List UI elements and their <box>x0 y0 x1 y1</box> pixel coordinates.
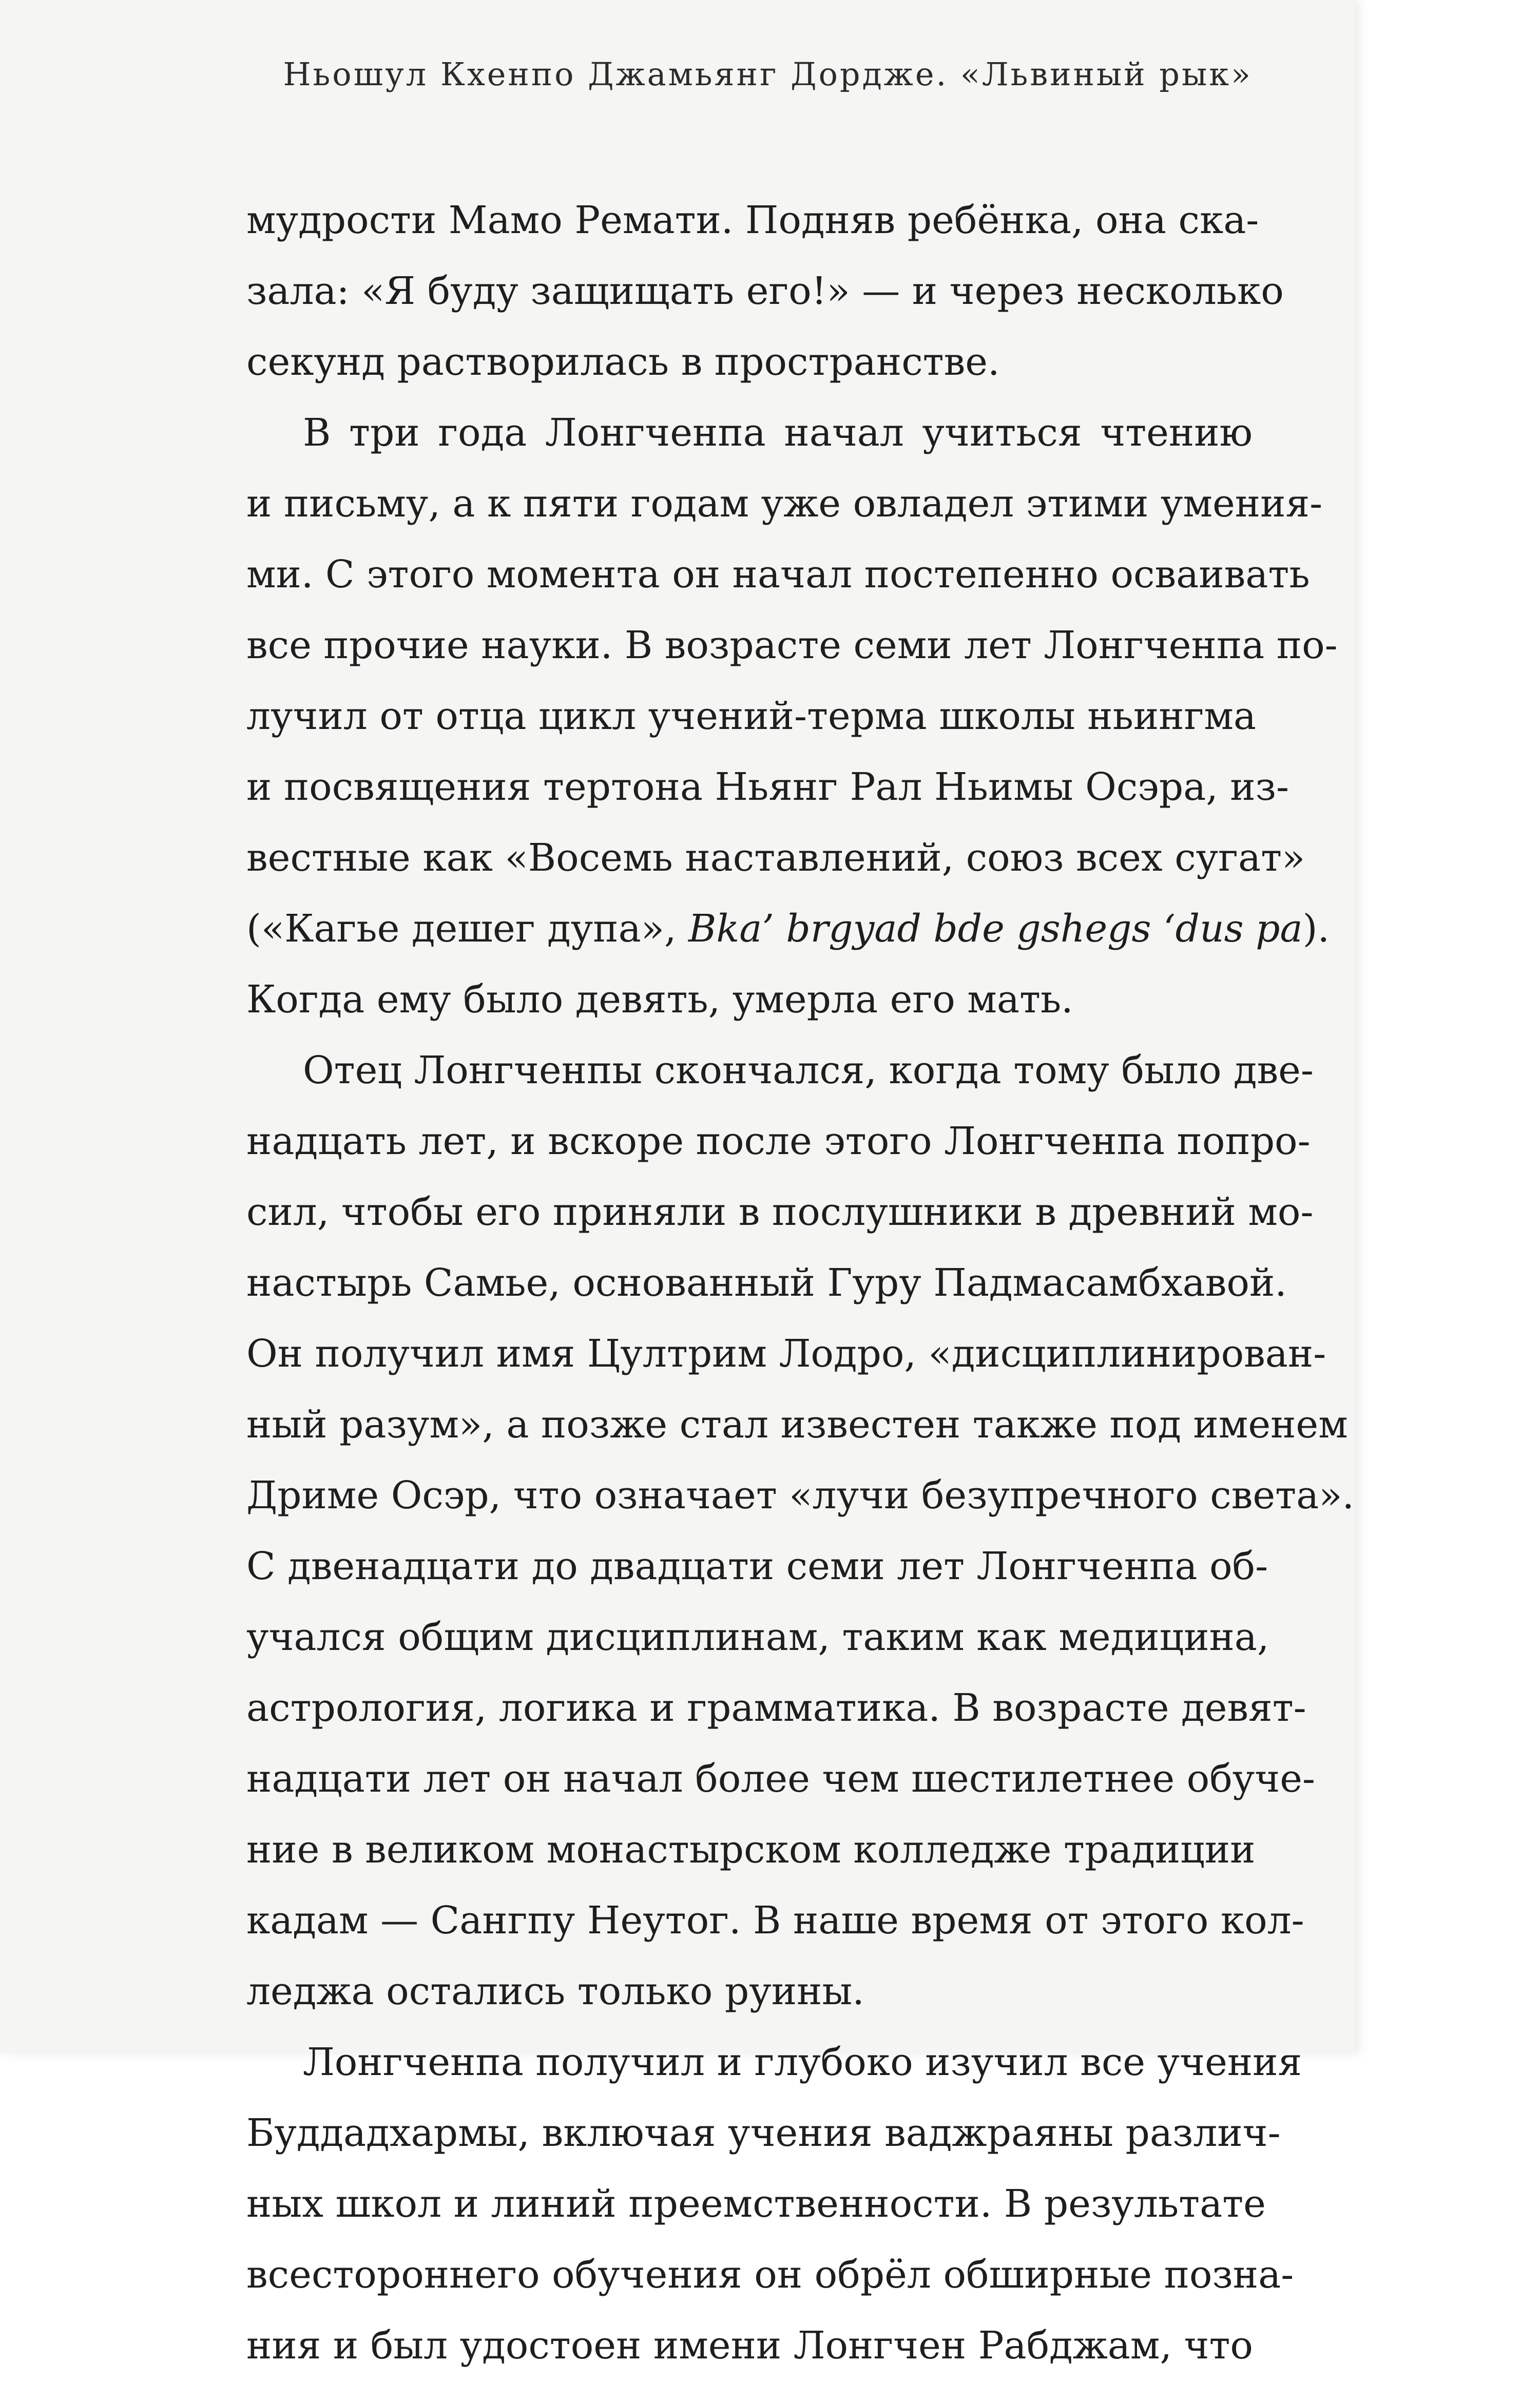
text-line: мудрости Мамо Ремати. Подняв ребёнка, она ска- <box>246 198 1259 242</box>
body-text <box>246 185 1354 2381</box>
paragraph-start-line: Лонгченпа получил и глубоко изучил все учения <box>303 2040 1302 2084</box>
text-line: зала: «Я буду защищать его!» — и через несколько <box>246 269 1284 313</box>
text-line: сил, чтобы его приняли в послушники в древний мо- <box>246 1190 1314 1234</box>
text-line: кадам — Сангпу Неутог. В наше время от этого кол- <box>246 1898 1304 1943</box>
text-line: надцати лет он начал более чем шестилетнее обуче- <box>246 1757 1316 1801</box>
italic-transliteration: Bka’ brgyad bde gshegs ‘dus pa <box>688 907 1303 951</box>
text-line: надцать лет, и вскоре после этого Лонгченпа попро- <box>246 1119 1311 1163</box>
text-line: Когда ему было девять, умерла его мать. <box>246 977 1073 1022</box>
text-line: все прочие науки. В возрасте семи лет Лонгченпа по- <box>246 623 1338 667</box>
text-line: Буддадхармы, включая учения ваджраяны различ- <box>246 2111 1281 2155</box>
paragraph-start-line: Отец Лонгченпы скончался, когда тому было две- <box>303 1048 1314 1092</box>
text-line: С двенадцати до двадцати семи лет Лонгченпа об- <box>246 1544 1268 1588</box>
text-line: Дриме Осэр, что означает «лучи безупречного света». <box>246 1473 1354 1518</box>
text-line: вестные как «Восемь наставлений, союз всех сугат» <box>246 836 1305 880</box>
text-line: настырь Самье, основанный Гуру Падмасамбхавой. <box>246 1261 1287 1305</box>
text-line: лучил от отца цикл учений-терма школы ньингма <box>246 694 1256 738</box>
text-line: Он получил имя Цултрим Лодро, «дисциплинирован- <box>246 1332 1326 1376</box>
text-line: ных школ и линий преемственности. В результате <box>246 2182 1266 2226</box>
running-header: Ньошул Кхенпо Джамьянг Дордже. «Львиный рык» <box>283 55 1253 93</box>
text-segment: («Кагье дешег дупа», <box>246 907 689 951</box>
text-line: ный разум», а позже стал известен также под именем <box>246 1403 1348 1447</box>
text-line: ния и был удостоен имени Лонгчен Рабджам, что <box>246 2324 1253 2368</box>
text-line: и письму, а к пяти годам уже овладел этими умения- <box>246 482 1323 526</box>
text-line: секунд растворилась в пространстве. <box>246 340 1000 384</box>
text-line: ние в великом монастырском колледже традиции <box>246 1828 1256 1872</box>
text-line: астрология, логика и грамматика. В возрасте девят- <box>246 1686 1306 1730</box>
text-line: ми. С этого момента он начал постепенно осваивать <box>246 552 1310 597</box>
text-segment: ). <box>1302 907 1330 951</box>
text-line: леджа остались только руины. <box>246 1969 864 2013</box>
paragraph-start-line: В три года Лонгченпа начал учиться чтению <box>303 411 1253 455</box>
text-line: всестороннего обучения он обрёл обширные позна- <box>246 2253 1294 2297</box>
text-line-with-transliteration <box>246 893 1330 964</box>
text-line: и посвящения тертона Ньянг Рал Ньимы Осэра, из- <box>246 765 1289 809</box>
text-line: учался общим дисциплинам, таким как медицина, <box>246 1615 1269 1659</box>
